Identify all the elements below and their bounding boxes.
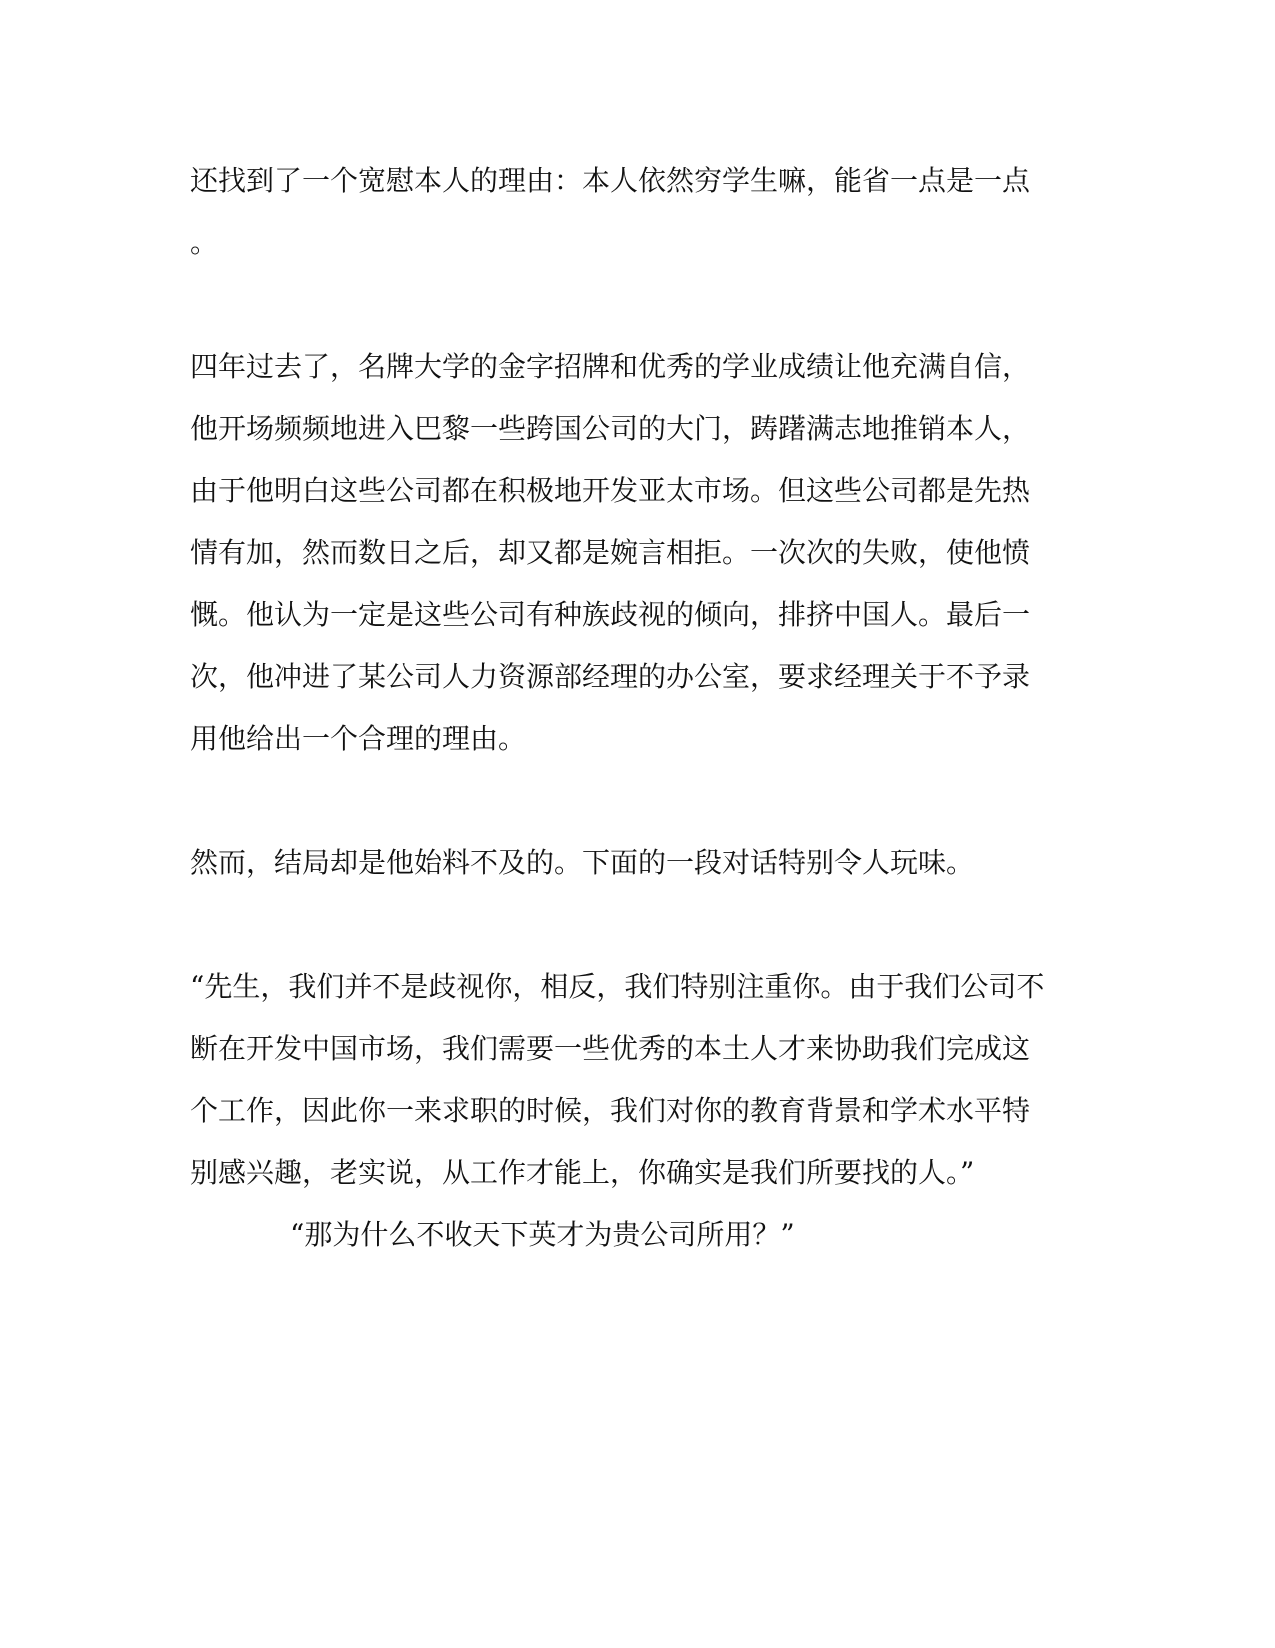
paragraph-4-line-2: 断在开发中国市场，我们需要一些优秀的本土人才来协助我们完成这 (190, 1032, 1031, 1065)
paragraph-4-line-3: 个工作，因此你一来求职的时候，我们对你的教育背景和学术水平特 (190, 1094, 1031, 1127)
paragraph-4-line-4: 别感兴趣，老实说，从工作才能上，你确实是我们所要找的人。” (190, 1156, 975, 1189)
paragraph-1-line-1: 还找到了一个宽慰本人的理由：本人依然穷学生嘛，能省一点是一点 (190, 164, 1031, 197)
paragraph-5-line-1: “那为什么不收天下英才为贵公司所用？” (290, 1218, 795, 1251)
paragraph-4-line-1: “先生，我们并不是歧视你，相反，我们特别注重你。由于我们公司不 (190, 970, 1045, 1003)
paragraph-2-line-3: 由于他明白这些公司都在积极地开发亚太市场。但这些公司都是先热 (190, 474, 1031, 507)
paragraph-1-line-2: 。 (190, 226, 219, 259)
paragraph-2-line-7: 用他给出一个合理的理由。 (190, 722, 527, 755)
paragraph-2-line-2: 他开场频频地进入巴黎一些跨国公司的大门，踌躇满志地推销本人， (190, 412, 1031, 445)
paragraph-3-line-1: 然而，结局却是他始料不及的。下面的一段对话特别令人玩味。 (190, 846, 975, 879)
paragraph-2-line-1: 四年过去了，名牌大学的金字招牌和优秀的学业成绩让他充满自信， (190, 350, 1031, 383)
paragraph-2-line-4: 情有加，然而数日之后，却又都是婉言相拒。一次次的失败，使他愤 (190, 536, 1031, 569)
paragraph-2-line-5: 慨。他认为一定是这些公司有种族歧视的倾向，排挤中国人。最后一 (190, 598, 1031, 631)
paragraph-2-line-6: 次，他冲进了某公司人力资源部经理的办公室，要求经理关于不予录 (190, 660, 1031, 693)
